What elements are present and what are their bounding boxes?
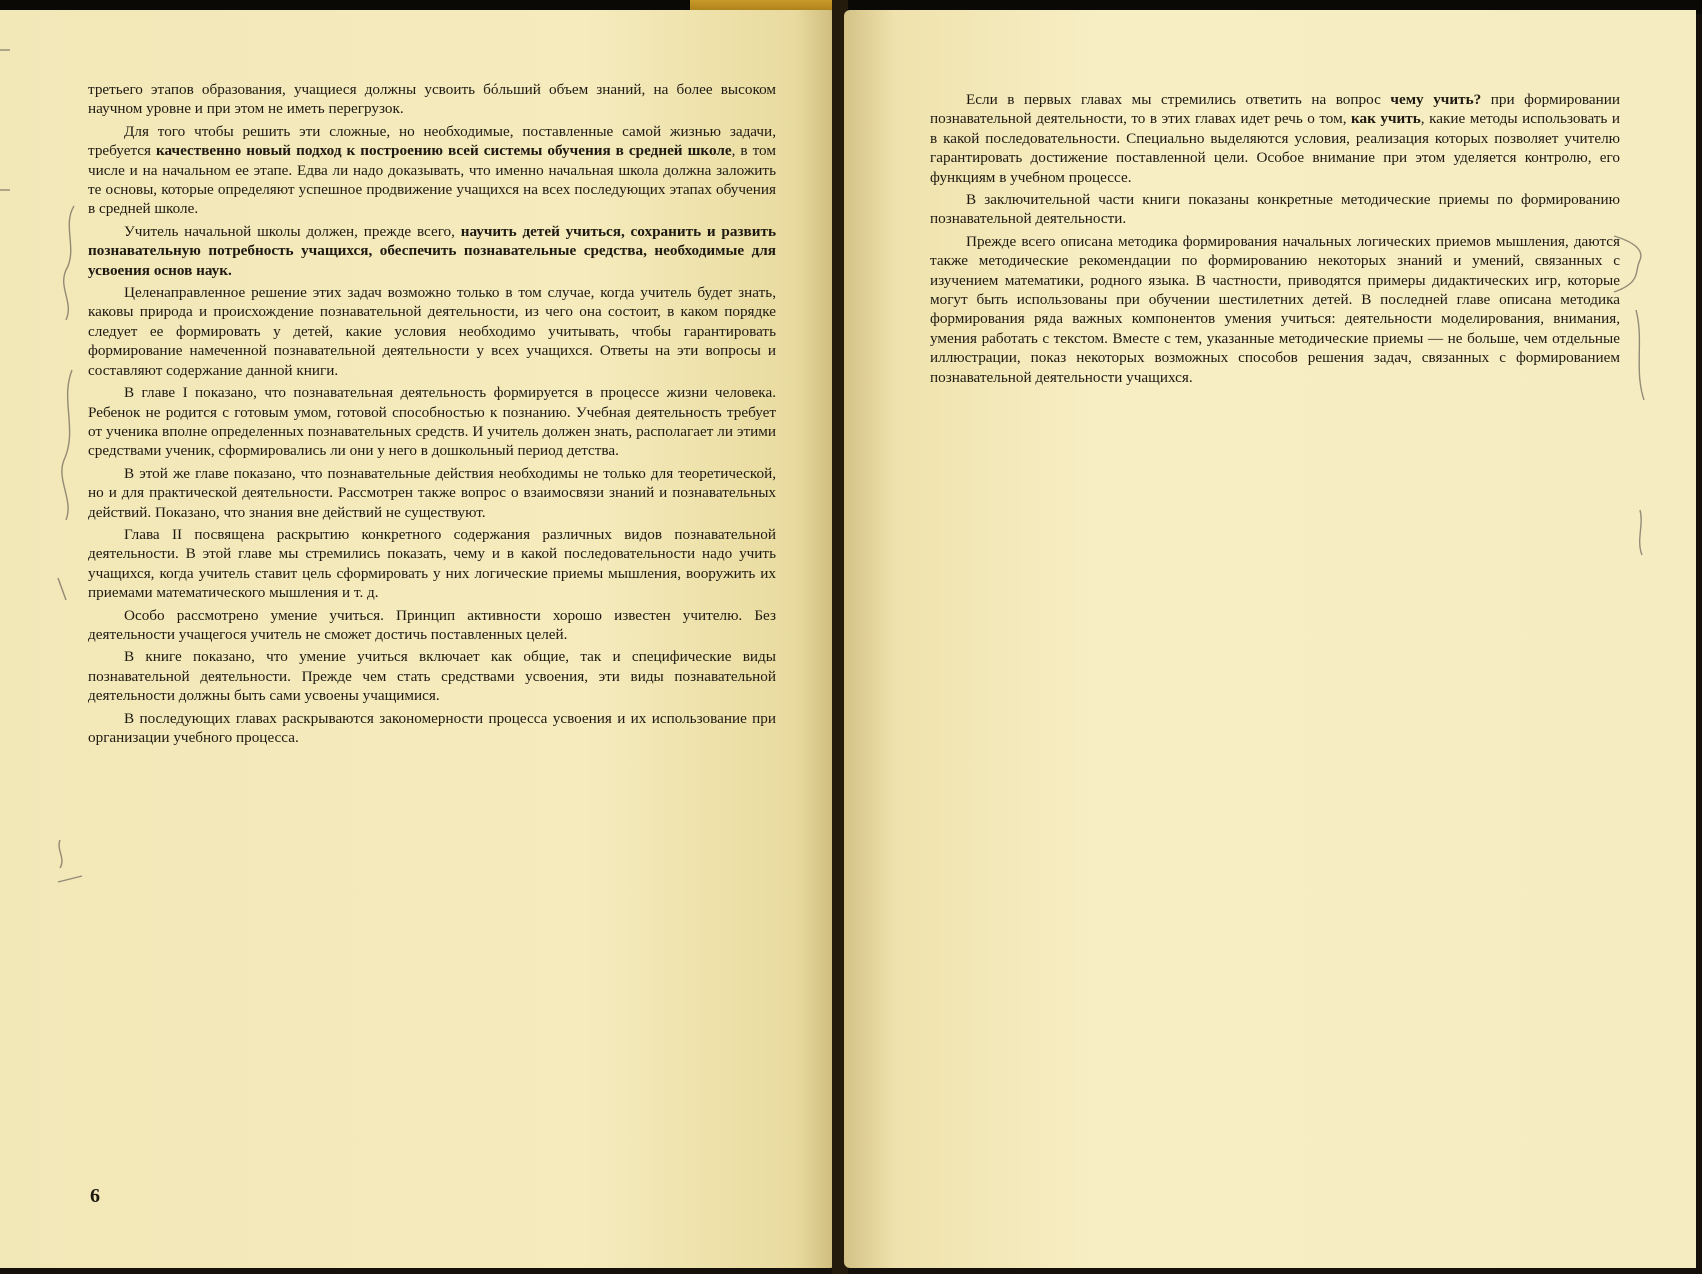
paragraph: В последующих главах раскрываются закономерности процесса усвоения и их использование при организации учебного процесса. [88, 709, 776, 746]
text-run: , какие методы использовать и в какой последовательности. Специально выделяются условия, реализация которых позволяет учителю гарантировать достижение поставленной цели. Особое внимание при этом уделяется контролю, его функциям в учебном процессе. [930, 110, 1620, 186]
paragraph: Целенаправленное решение этих задач возможно только в том случае, когда учитель будет знать, каковы природа и происхождение познавательной деятельности, из чего она состоит, в каком порядке следует ее формировать у детей, какие условия необходимо учитывать, чтобы гарантировать формирование намеченной познавательной деятельности у всех учащихся. Ответы на эти вопросы и составляют содержание данной книги. [88, 284, 776, 379]
left-page-text [88, 80, 776, 750]
page-number: 6 [90, 1185, 100, 1207]
text-run: при формировании познавательной деятельности, то в этих главах идет речь о том, [930, 91, 1621, 128]
text-run: Если в первых главах мы стремились ответить на вопрос [966, 91, 1391, 108]
pencil-check-mark [58, 578, 66, 600]
paragraph: В заключительной части книги показаны конкретные методические приемы по формированию познавательной деятельности. [930, 191, 1620, 228]
paragraph: В книге показано, что умение учиться включает как общие, так и специфические виды познавательной деятельности. Прежде чем стать средствами усвоения, эти виды познавательной деятельности должны быть сами усвоены учащимися. [88, 648, 776, 705]
left-page [0, 10, 836, 1268]
bold-text: научить детей учиться, сохранить и развить познавательную потребность учащихся, обеспечить познавательные средства, необходимые для усвоения основ наук. [88, 222, 776, 279]
pencil-bracket-mark [62, 370, 72, 520]
paragraph: Особо рассмотрено умение учиться. Принцип активности хорошо известен учителю. Без деятельности учащегося учитель не сможет достичь поставленных целей. [88, 606, 776, 643]
right-page-text [930, 90, 1620, 390]
text-run: Учитель начальной школы должен, прежде всего, [124, 222, 461, 240]
paragraph: Глава II посвящена раскрытию конкретного содержания различных видов познавательной деятельности. В этой главе мы стремились показать, чему и в какой последовательности надо учить учащихся, когда учитель ставит цель сформировать у них логические приемы мышления, вооружить их приемами математического мышления и т. д. [88, 525, 776, 602]
pencil-bracket-mark [1640, 510, 1642, 555]
text-run: Для того чтобы решить эти сложные, но необходимые, поставленные самой жизнью задачи, требуется [88, 122, 776, 160]
paragraph: В главе I показано, что познавательная деятельность формируется в процессе жизни человека. Ребенок не родится с готовым умом, готовой способностью к познанию. Учебная деятельность требует от ученика вполне определенных познавательных средств. И учитель должен знать, располагает ли этими средствами ученик, сформировались ли они у него в дошкольный период детства. [88, 384, 776, 460]
pencil-check-mark [59, 840, 62, 868]
bold-text: как учить [1351, 110, 1421, 128]
paragraph: Прежде всего описана методика формирования начальных логических приемов мышления, даются также методические рекомендации по формированию некоторых знаний и умений, связанных с изучением математики, родного языка. В частности, приводятся примеры дидактических игр, которые могут быть использованы при обучении шестилетних детей. В последней главе описана методика формирования ряда важных компонентов умения учиться: деятельности моделирования, внимания, умения работать с текстом. Вместе с тем, указанные методические приемы — не больше, чем отдельные иллюстрации, показ некоторых возможных способов решения задач, связанных с формированием познавательной деятельности учащихся. [930, 232, 1620, 386]
pencil-bracket-mark [1636, 310, 1644, 400]
pencil-dash-mark [58, 876, 82, 882]
paragraph [930, 90, 1620, 187]
pencil-bracket-mark [64, 206, 74, 320]
bold-text: качественно новый подход к построению всей системы обучения в средней школе [156, 142, 732, 160]
paragraph: В этой же главе показано, что познавательные действия необходимы не только для теоретической, но и для практической деятельности. Рассмотрен также вопрос о взаимосвязи знаний и познавательных действий. Показано, что знания вне действий не существуют. [88, 464, 776, 521]
text-run: , в том числе и на начальном ее этапе. Едва ли надо доказывать, что именно начальная школа должна заложить те основы, которые определяют успешное продвижение учащихся на всех последующих этапах обучения в средней школе. [88, 142, 776, 218]
paragraph [88, 122, 776, 219]
bold-text: чему учить? [1390, 91, 1482, 108]
paragraph [88, 222, 776, 280]
right-page [844, 10, 1696, 1268]
paragraph: третьего этапов образования, учащиеся должны усвоить бóльший объем знаний, на более высоком научном уровне и при этом не иметь перегрузок. [88, 81, 776, 118]
